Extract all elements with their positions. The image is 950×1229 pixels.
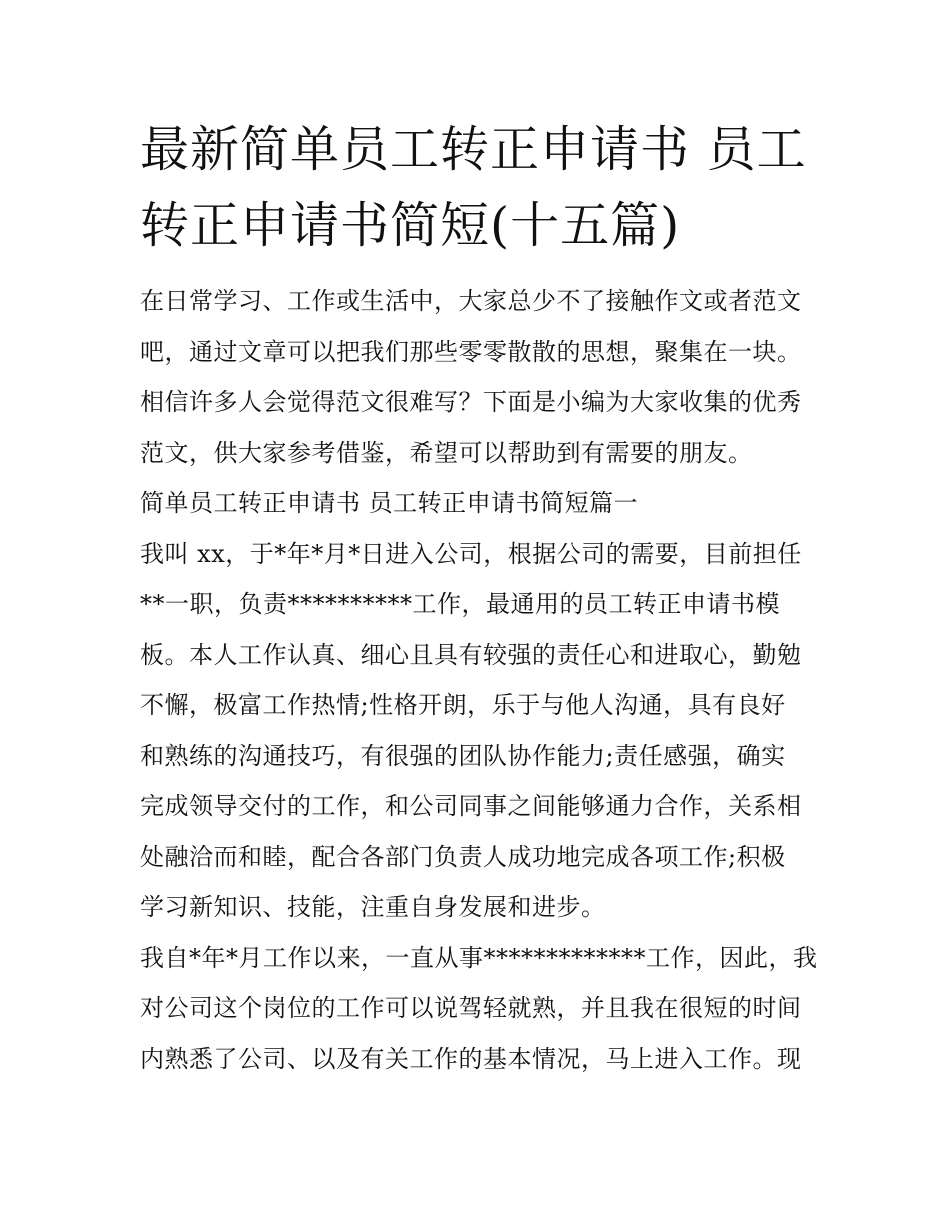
body-line: 在日常学习、工作或生活中，大家总少不了接触作文或者范文 [140,287,802,315]
body-line: 范文，供大家参考借鉴，希望可以帮助到有需要的朋友。 [140,438,753,467]
body-line: 吧，通过文章可以把我们那些零零散散的思想，聚集在一块。 [140,337,802,366]
body-line: 处融洽而和睦，配合各部门负责人成功地完成各项工作;积极 [140,842,786,871]
body-line: 内熟悉了公司、以及有关工作的基本情况，马上进入工作。现 [140,1044,802,1073]
body-line: 学习新知识、技能，注重自身发展和进步。 [140,893,606,921]
title-line-1: 最新简单员工转正申请书 员工 [140,121,807,178]
body-line: 我自*年*月工作以来，一直从事*************工作，因此，我 [140,943,818,972]
body-line: 板。本人工作认真、细心且具有较强的责任心和进取心，勤勉 [140,640,802,669]
document-body [140,282,820,1090]
body-line: 和熟练的沟通技巧，有很强的团队协作能力;责任感强，确实 [140,741,786,770]
body-line: **一职，负责**********工作，最通用的员工转正申请书模 [140,590,780,618]
document-title [140,112,820,264]
body-line: 完成领导交付的工作，和公司同事之间能够通力合作，关系相 [140,792,802,820]
title-line-2: 转正申请书简短(十五篇) [140,197,681,254]
body-line: 相信许多人会觉得范文很难写？下面是小编为大家收集的优秀 [140,388,802,416]
body-line: 对公司这个岗位的工作可以说驾轻就熟，并且我在很短的时间 [140,994,802,1022]
section-heading: 简单员工转正申请书 员工转正申请书简短篇一 [140,489,639,517]
body-line: 不懈，极富工作热情;性格开朗，乐于与他人沟通，具有良好 [140,691,786,719]
body-line: 我叫 xx，于*年*月*日进入公司，根据公司的需要，目前担任 [140,539,802,568]
